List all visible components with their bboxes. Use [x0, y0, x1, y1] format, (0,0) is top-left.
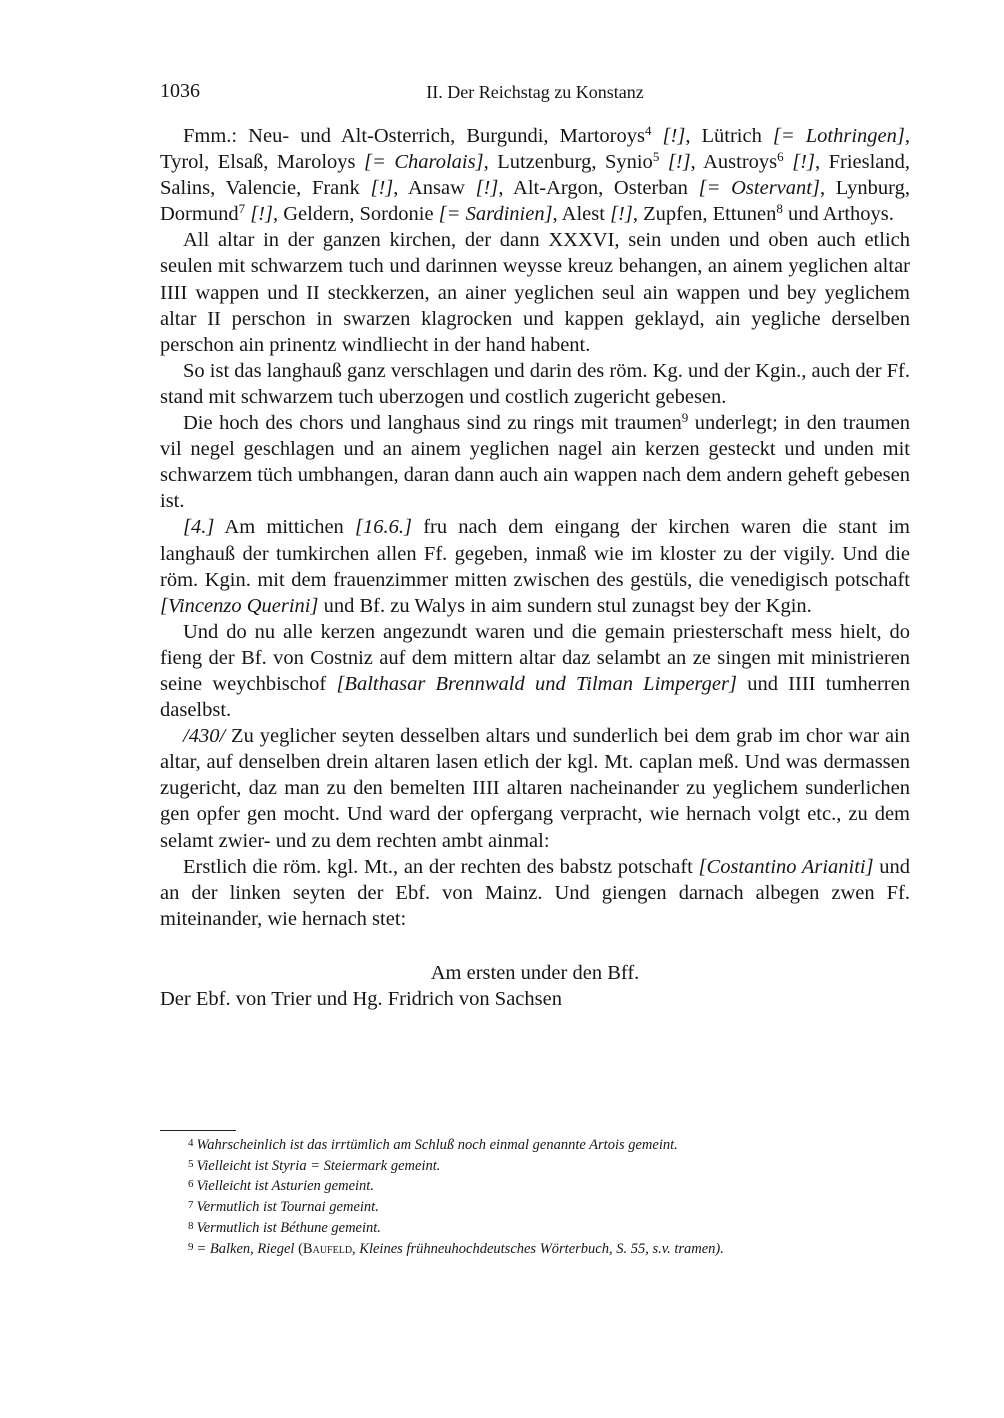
text-run: , Austroys	[690, 151, 778, 174]
text-run: Und do nu alle kerzen angezundt waren und die gemain priesterschaft mess hielt, do fieng der Bf. von Costniz auf dem mittern altar daz selambt an ze singen mit ministrieren seine weychbischof	[160, 620, 910, 695]
footnote-ref-4[interactable]: 4	[644, 123, 652, 138]
footnote-number: 5	[188, 1157, 194, 1170]
text-run: , Tyrol, Elsaß, Maroloys	[160, 125, 910, 174]
editorial-note: [Costantino Arianiti]	[698, 855, 874, 878]
paragraph-5	[160, 514, 910, 618]
paragraph-8	[160, 854, 910, 932]
footnote-text: Vermutlich ist Tournai gemeint.	[196, 1199, 379, 1216]
text-run: , Alt-Argon, Osterban	[498, 177, 699, 200]
editorial-note: [!]	[667, 151, 691, 174]
text-run: und an der linken seyten der Ebf. von Mainz. Und giengen darnach albegen zwen Ff. miteinander, wie hernach stet:	[160, 855, 911, 930]
footnote-5	[188, 1155, 908, 1176]
editorial-note: [= Ostervant]	[698, 177, 820, 200]
text-run: , Friesland, Salins, Valencie, Frank	[160, 151, 911, 200]
folio-marker: /430/	[183, 725, 226, 748]
footnote-number: 4	[188, 1137, 194, 1149]
editorial-note: [Balthasar Brennwald und Tilman Limperger]	[336, 672, 737, 695]
text-run: , Lynburg, Dormund	[160, 177, 910, 226]
footnote-ref-6[interactable]: 6	[777, 149, 784, 165]
footnote-6	[188, 1175, 908, 1196]
text-run: und Bf. zu Walys in aim sundern stul zunagst bey der Kgin.	[318, 594, 812, 617]
text-run: Erstlich die röm. kgl. Mt., an der rechten des babstz potschaft	[183, 855, 699, 878]
section-heading: Am ersten under den Bff.	[430, 961, 640, 984]
text-run	[651, 125, 662, 147]
text-run: , Lutzenburg, Synio	[483, 151, 653, 174]
editorial-note: [= Lothringen]	[772, 125, 905, 147]
paragraph-3: So ist das langhauß ganz verschlagen und darin des röm. Kg. und der Kgin., auch der Ff. stand mit schwarzem tuch uberzogen und costlich zugericht gebesen.	[160, 359, 911, 408]
footnote-number: 9	[188, 1240, 194, 1253]
text-run: und IIII tumherren daselbst.	[160, 672, 910, 722]
paragraph-1	[160, 123, 910, 227]
footnote-number: 7	[188, 1199, 194, 1212]
text-run: , Geldern, Sordonie	[273, 203, 439, 226]
procession-line: Der Ebf. von Trier und Hg. Fridrich von Sachsen	[160, 988, 562, 1010]
page-number: 1036	[160, 80, 200, 102]
text-run: Fmm.: Neu- und Alt-Osterrich, Burgundi, Martoroys	[183, 125, 645, 147]
paragraph-4	[160, 410, 910, 514]
text-run: , Ansaw	[393, 177, 476, 200]
paragraph-7	[160, 723, 910, 853]
text-run: Die hoch des chors und langhaus sind zu rings mit traumen	[183, 412, 682, 435]
running-title: II. Der Reichstag zu Konstanz	[426, 82, 644, 102]
text-run	[784, 151, 793, 173]
date-note: [16.6.]	[355, 516, 412, 539]
text-run: und Arthoys.	[782, 203, 894, 226]
footnote-ref-7[interactable]: 7	[238, 201, 246, 217]
footnote-7	[188, 1196, 908, 1217]
footnote-text: , Kleines frühneuhochdeutsches Wörterbuch, S. 55, s.v. tramen).	[352, 1240, 724, 1257]
editorial-note: [!]	[250, 203, 273, 226]
text-run: Zu yeglicher seyten desselben altars und sunderlich bei dem grab im chor war ain altar, auf denselben drein altaren lasen etlich der kgl. Mt. caplan meß. Und was dermassen zugericht, daz man zu den bemelten IIII altaren nacheinander zu yeglichem sunderlichen gen opfer gen mocht. Und ward der opfergang verpracht, wie hernach volgt etc., zu dem selamt zwier- und zu dem rechten ambt ainmal:	[160, 725, 910, 852]
footnote-number: 8	[188, 1219, 194, 1232]
footnote-ref-5[interactable]: 5	[652, 149, 660, 165]
editorial-note: [!]	[475, 177, 499, 200]
main-text	[160, 123, 910, 1012]
footnote-4	[188, 1134, 908, 1155]
editorial-note: [= Charolais]	[364, 151, 484, 174]
footnote-text: (	[298, 1240, 303, 1257]
paragraph-2: All altar in der ganzen kirchen, der dann XXXVI, sein unden und oben auch etlich seulen mit schwarzem tuch und darinnen weysse kreuz behangen, an ainem yeglichen altar IIII wappen und II steckkerzen, an ainer yeglichen seul ain wappen und bey yeglichem altar II perschon in swarzen klagrocken und kappen geklayd, ain yegliche derselben perschon ain prinentz windliecht in der hand habent.	[160, 229, 910, 356]
footnote-text: = Balken, Riegel	[196, 1240, 299, 1257]
footnote-text: Vermutlich ist Béthune gemeint.	[196, 1219, 381, 1236]
paragraph-6	[160, 619, 910, 723]
text-run	[659, 151, 668, 173]
footnote-9	[188, 1238, 908, 1259]
footnote-rule	[160, 1130, 236, 1131]
editorial-note: [Vincenzo Querini]	[160, 594, 319, 617]
footnote-8	[188, 1217, 908, 1238]
footnotes	[188, 1134, 908, 1258]
text-run: , Zupfen, Ettunen	[632, 203, 777, 226]
footnote-ref-8[interactable]: 8	[776, 201, 783, 217]
footnote-text: Wahrscheinlich ist das irrtümlich am Schluß noch einmal genannte Artois gemeint.	[196, 1137, 678, 1153]
text-run: fru nach dem eingang der kirchen waren die stant im langhauß der tumkirchen allen Ff. gegeben, inmaß wie im kloster zu der vigily. Und die röm. Kgin. mit dem frauenzimmer mitten zwischen des gestüls, die venedigisch potschaft	[160, 516, 910, 591]
text-run: , Alest	[552, 203, 611, 226]
editorial-note: [!]	[610, 203, 633, 226]
text-run: , Lütrich	[685, 125, 773, 147]
editorial-note: [!]	[792, 151, 815, 174]
footnote-text: Vielleicht ist Styria = Steiermark gemeint.	[196, 1157, 441, 1174]
section-marker: [4.]	[183, 516, 215, 539]
text-run: underlegt; in den traumen vil negel geschlagen und an ainem yeglichen nagel ain kerzen gesteckt und unden mit schwarzem tüch umbhangen, daran dann auch ain wappen nach dem andern geheft gebesen ist.	[160, 412, 910, 513]
editorial-note: [= Sardinien]	[438, 203, 553, 226]
editorial-note: [!]	[662, 125, 686, 147]
text-run: Am mittichen	[214, 516, 356, 539]
footnote-number: 6	[188, 1178, 194, 1191]
citation-author: Baufeld	[302, 1240, 353, 1257]
editorial-note: [!]	[370, 177, 394, 200]
footnote-ref-9[interactable]: 9	[681, 410, 689, 426]
footnote-text: Vielleicht ist Asturien gemeint.	[196, 1178, 374, 1195]
